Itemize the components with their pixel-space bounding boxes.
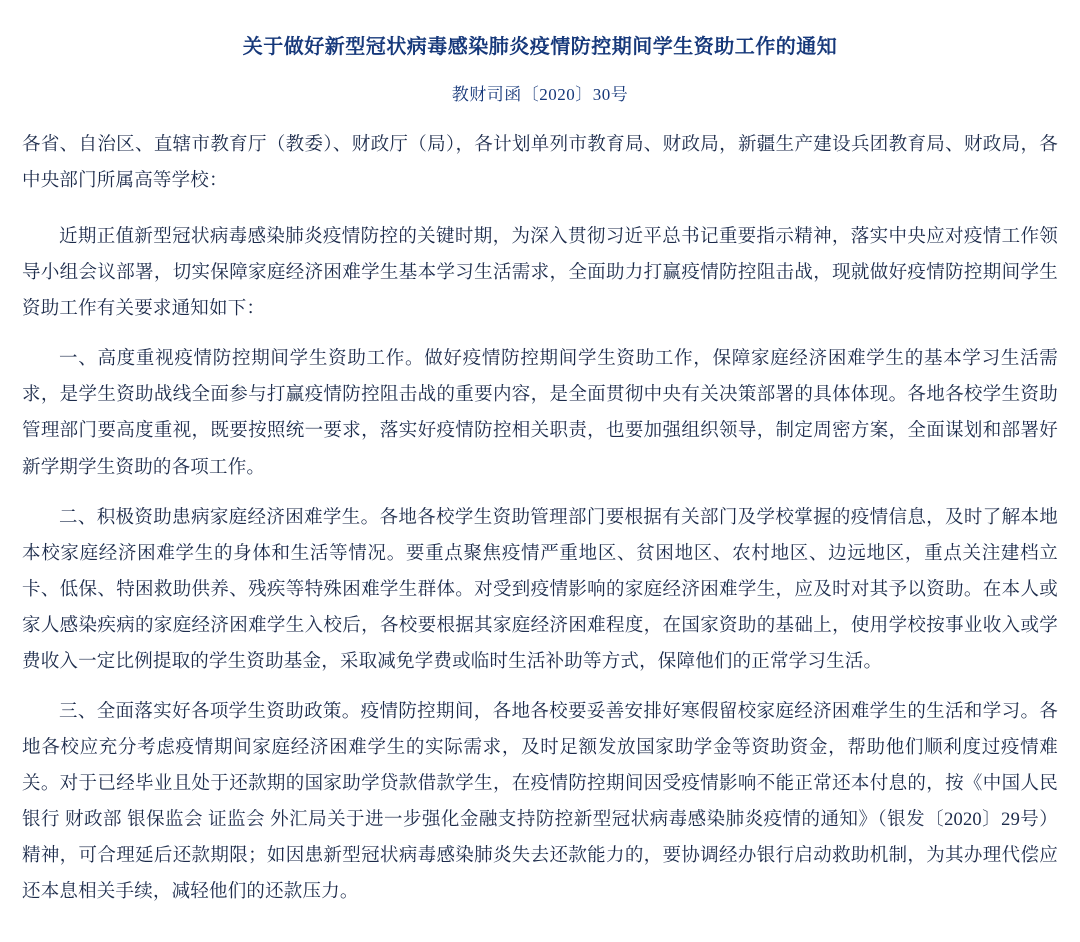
addressee-paragraph: 各省、自治区、直辖市教育厅（教委）、财政厅（局），各计划单列市教育局、财政局，新疆生产建设兵团教育局、财政局，各中央部门所属高等学校： — [22, 135, 1058, 192]
paragraph-section-one: 一、高度重视疫情防控期间学生资助工作。做好疫情防控期间学生资助工作，保障家庭经济困难学生的基本学习生活需求，是学生资助战线全面参与打赢疫情防控阻击战的重要内容，是全面贯彻中央有关决策部署的具体体现。各地各校学生资助管理部门要高度重视，既要按照统一要求，落实好疫情防控相关职责，也要加强组织领导，制定周密方案，全面谋划和部署好新学期学生资助的各项工作。 — [22, 349, 1058, 478]
page-title: 关于做好新型冠状病毒感染肺炎疫情防控期间学生资助工作的通知 — [242, 36, 838, 58]
document-body — [22, 127, 1058, 910]
paragraph-intro: 近期正值新型冠状病毒感染肺炎疫情防控的关键时期，为深入贯彻习近平总书记重要指示精神，落实中央应对疫情工作领导小组会议部署，切实保障家庭经济困难学生基本学习生活需求，全面助力打赢疫情防控阻击战，现就做好疫情防控期间学生资助工作有关要求通知如下： — [22, 227, 1058, 320]
paragraph-section-three: 三、全面落实好各项学生资助政策。疫情防控期间，各地各校要妥善安排好寒假留校家庭经济困难学生的生活和学习。各地各校应充分考虑疫情期间家庭经济困难学生的实际需求，及时足额发放国家助学金等资助资金，帮助他们顺利度过疫情难关。对于已经毕业且处于还款期的国家助学贷款借款学生，在疫情防控期间因受疫情影响不能正常还本付息的，按《中国人民银行 财政部 银保监会 证监会 外汇局关于进一步强化金融支持防控新型冠状病毒感染肺炎疫情的通知》（银发〔2020〕29号）精神，可合理延后还款期限；如因患新型冠状病毒感染肺炎失去还款能力的，要协调经办银行启动救助机制，为其办理代偿应还本息相关手续，减轻他们的还款压力。 — [22, 701, 1058, 903]
document-number: 教财司函〔2020〕30号 — [451, 85, 629, 104]
paragraph-section-two: 二、积极资助患病家庭经济困难学生。各地各校学生资助管理部门要根据有关部门及学校掌握的疫情信息，及时了解本地本校家庭经济困难学生的身体和生活等情况。要重点聚焦疫情严重地区、贫困地区、农村地区、边远地区，重点关注建档立卡、低保、特困救助供养、残疾等特殊困难学生群体。对受到疫情影响的家庭经济困难学生，应及时对其予以资助。在本人或家人感染疾病的家庭经济困难学生入校后，各校要根据其家庭经济困难程度，在国家资助的基础上，使用学校按事业收入或学费收入一定比例提取的学生资助基金，采取减免学费或临时生活补助等方式，保障他们的正常学习生活。 — [22, 507, 1058, 672]
